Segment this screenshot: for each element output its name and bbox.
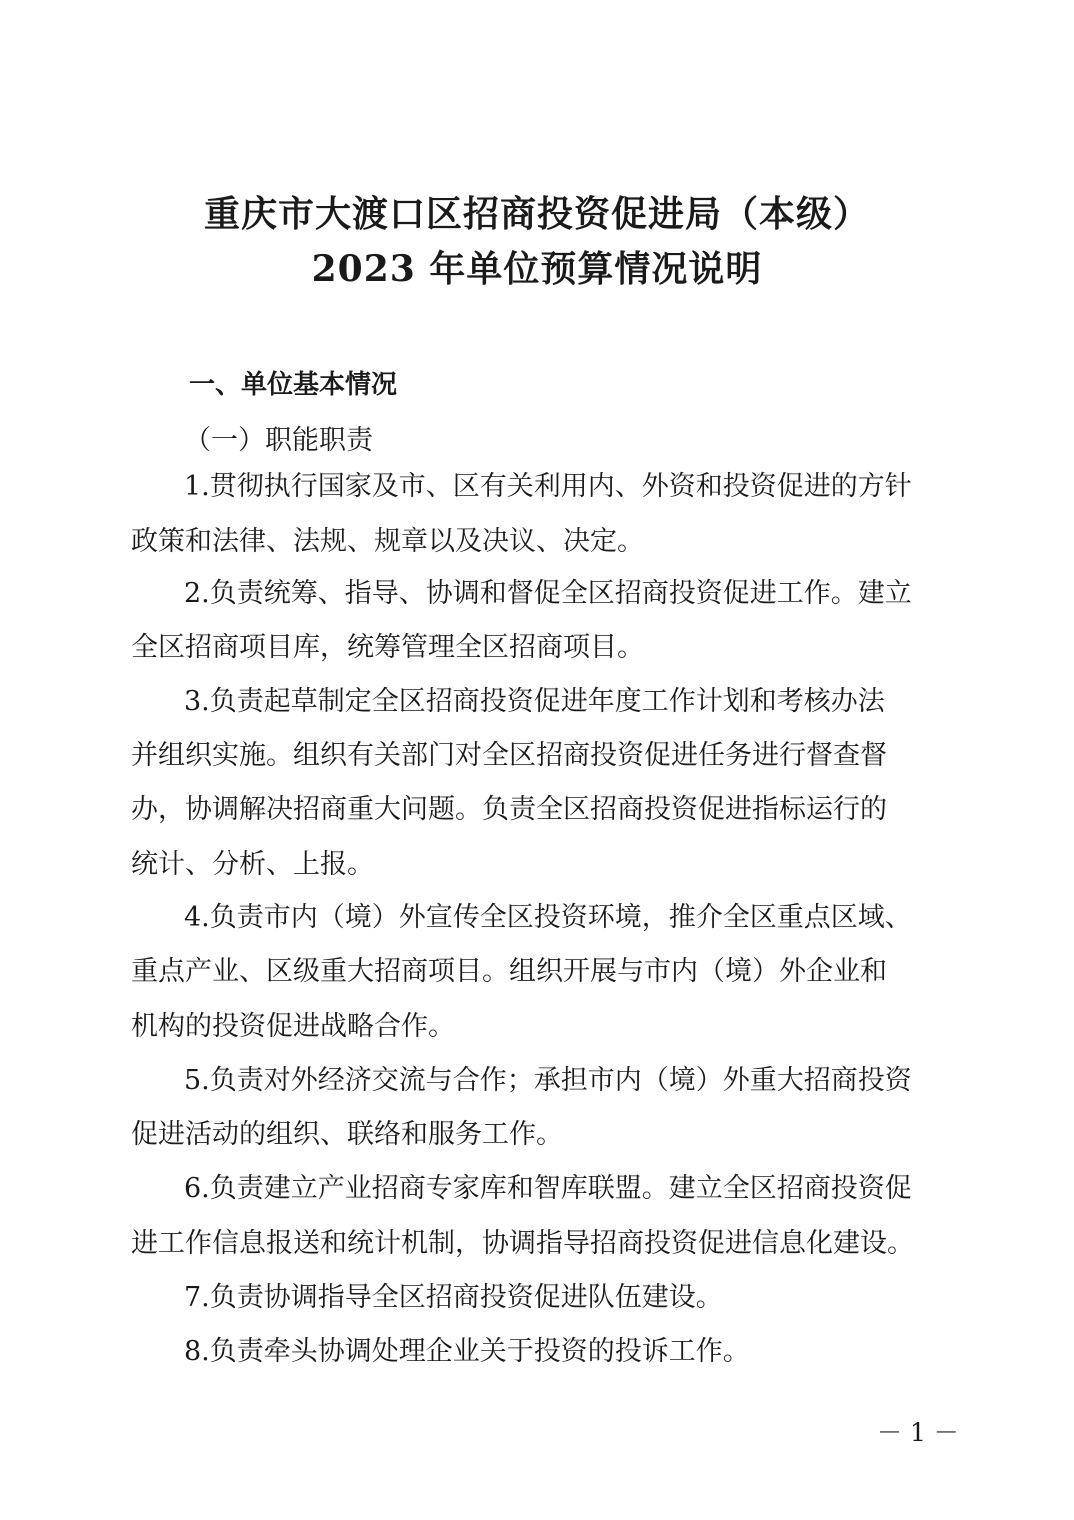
paragraph-line: 统计、分析、上报。: [131, 849, 374, 880]
paragraph-line: 促进活动的组织、联络和服务工作。: [131, 1119, 563, 1150]
paragraph-line: 6.负责建立产业招商专家库和智库联盟。建立全区招商投资促: [184, 1173, 912, 1204]
paragraph-line: 进工作信息报送和统计机制，协调指导招商投资促进信息化建设。: [131, 1228, 914, 1259]
paragraph-line: 4.负责市内（境）外宣传全区投资环境，推介全区重点区域、: [184, 902, 912, 933]
paragraph-line: 办，协调解决招商重大问题。负责全区招商投资促进指标运行的: [131, 794, 887, 825]
paragraph-line: 2.负责统筹、指导、协调和督促全区招商投资促进工作。建立: [184, 578, 912, 609]
paragraph-line: 并组织实施。组织有关部门对全区招商投资促进任务进行督查督: [131, 740, 887, 771]
paragraph-line: 全区招商项目库，统筹管理全区招商项目。: [131, 632, 644, 663]
paragraph-line: 7.负责协调指导全区招商投资促进队伍建设。: [184, 1282, 723, 1313]
section-heading: 一、单位基本情况: [189, 370, 398, 400]
paragraph-line: 8.负责牵头协调处理企业关于投资的投诉工作。: [184, 1336, 750, 1367]
paragraph-line: 3.负责起草制定全区招商投资促进年度工作计划和考核办法: [184, 686, 885, 717]
paragraph-line: 5.负责对外经济交流与合作；承担市内（境）外重大招商投资: [184, 1065, 912, 1096]
paragraph-line: 重点产业、区级重大招商项目。组织开展与市内（境）外企业和: [131, 956, 887, 987]
document-title-line-2: 2023 年单位预算情况说明: [311, 248, 763, 290]
subsection-heading: （一）职能职责: [184, 425, 373, 456]
paragraph-line: 机构的投资促进战略合作。: [131, 1011, 455, 1042]
document-title-line-1: 重庆市大渡口区招商投资促进局（本级）: [203, 193, 870, 235]
paragraph-line: 政策和法律、法规、规章以及决议、决定。: [131, 526, 644, 557]
paragraph-line: 1.贯彻执行国家及市、区有关利用内、外资和投资促进的方针: [184, 471, 912, 502]
page-number: － 1 －: [877, 1418, 959, 1447]
